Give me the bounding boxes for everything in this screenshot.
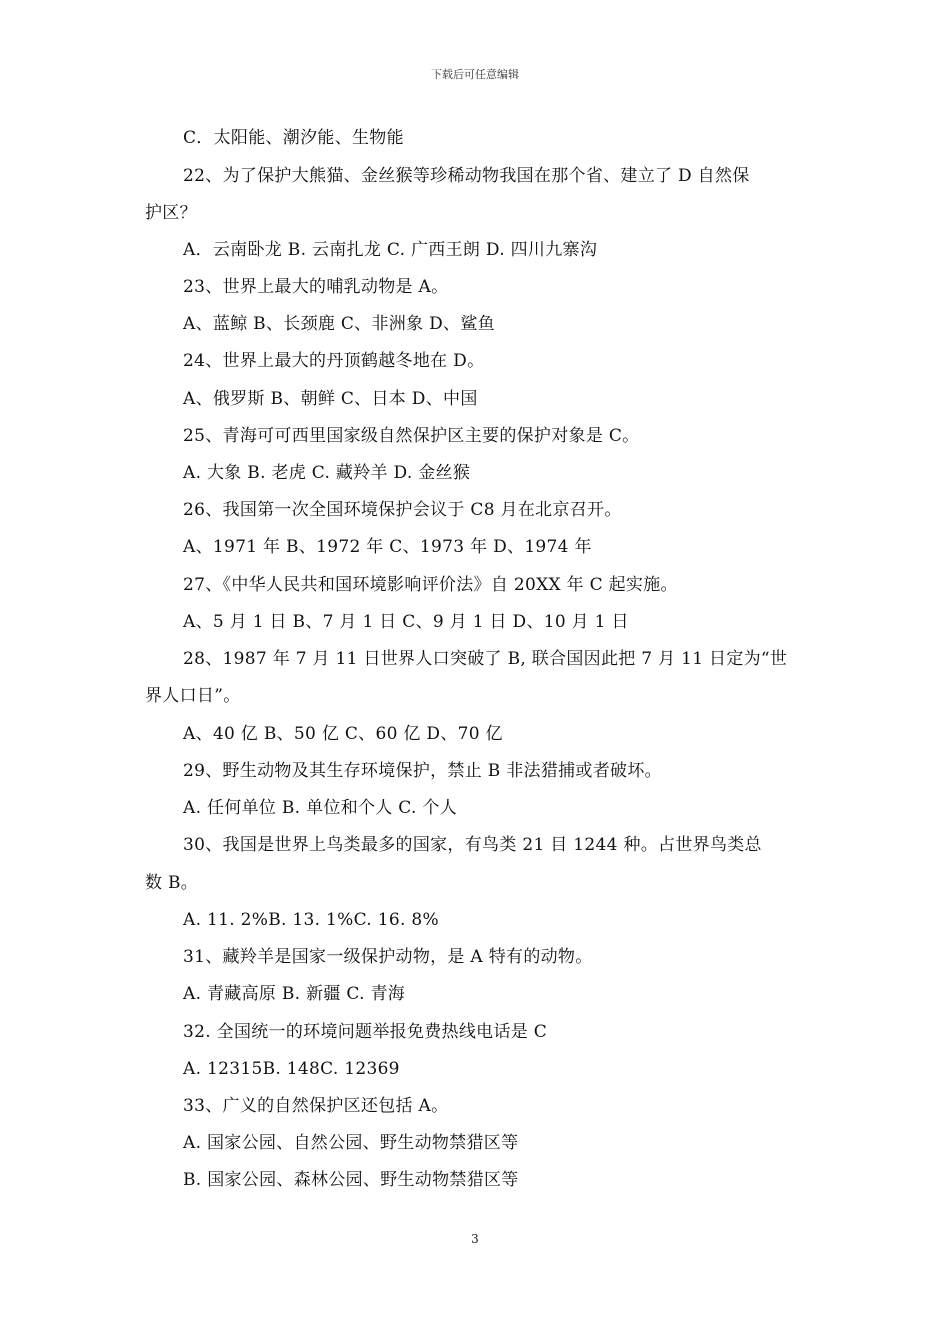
question-33: 33、广义的自然保护区还包括 A。 [183, 1096, 449, 1116]
answer-choices-25: A. 大象 B. 老虎 C. 藏羚羊 D. 金丝猴 [183, 463, 471, 483]
answer-choices-23: A、蓝鲸 B、长颈鹿 C、非洲象 D、鲨鱼 [183, 314, 495, 334]
answer-choices-29: A. 任何单位 B. 单位和个人 C. 个人 [183, 798, 458, 818]
answer-choice-33-a: A. 国家公园、自然公园、野生动物禁猎区等 [183, 1133, 519, 1153]
answer-choices-22: A．云南卧龙 B. 云南扎龙 C. 广西王朗 D. 四川九寨沟 [183, 240, 598, 260]
question-32: 32. 全国统一的环境问题举报免费热线电话是 C [183, 1022, 548, 1042]
page-number: 3 [471, 1232, 479, 1246]
answer-choices-31: A. 青藏高原 B. 新疆 C. 青海 [183, 984, 406, 1004]
question-31: 31、藏羚羊是国家一级保护动物，是 A 特有的动物。 [183, 947, 593, 967]
answer-choices-32: A. 12315B. 148C. 12369 [183, 1059, 400, 1079]
question-22: 22、为了保护大熊猫、金丝猴等珍稀动物我国在那个省、建立了 D 自然保 [183, 166, 750, 186]
question-26: 26、我国第一次全国环境保护会议于 C8 月在北京召开。 [183, 500, 622, 520]
answer-choices-28: A、40 亿 B、50 亿 C、60 亿 D、70 亿 [183, 724, 503, 744]
question-25: 25、青海可可西里国家级自然保护区主要的保护对象是 C。 [183, 426, 640, 446]
question-30: 30、我国是世界上鸟类最多的国家，有鸟类 21 目 1244 种。占世界鸟类总 [183, 835, 762, 855]
answer-choice-33-b: B. 国家公园、森林公园、野生动物禁猎区等 [183, 1170, 519, 1190]
answer-choices-26: A、1971 年 B、1972 年 C、1973 年 D、1974 年 [183, 537, 592, 557]
answer-choices-27: A、5 月 1 日 B、7 月 1 日 C、9 月 1 日 D、10 月 1 日 [183, 612, 629, 632]
answer-choices-21-c: C．太阳能、潮汐能、生物能 [183, 128, 404, 148]
question-30-cont: 数 B。 [145, 873, 199, 893]
question-29: 29、野生动物及其生存环境保护，禁止 B 非法猎捕或者破坏。 [183, 761, 662, 781]
question-27: 27、《中华人民共和国环境影响评价法》自 20XX 年 C 起实施。 [183, 575, 678, 595]
question-24: 24、世界上最大的丹顶鹤越冬地在 D。 [183, 351, 485, 371]
answer-choices-24: A、俄罗斯 B、朝鲜 C、日本 D、中国 [183, 389, 478, 409]
question-28-cont: 界人口日”。 [145, 686, 241, 706]
answer-choices-30: A. 11. 2%B. 13. 1%C. 16. 8% [183, 910, 439, 930]
question-28: 28、1987 年 7 月 11 日世界人口突破了 B, 联合国因此把 7 月 11 日定为“世 [183, 649, 788, 669]
question-22-cont: 护区？ [145, 203, 197, 223]
page-header: 下载后可任意编辑 [431, 68, 519, 81]
question-23: 23、世界上最大的哺乳动物是 A。 [183, 277, 449, 297]
